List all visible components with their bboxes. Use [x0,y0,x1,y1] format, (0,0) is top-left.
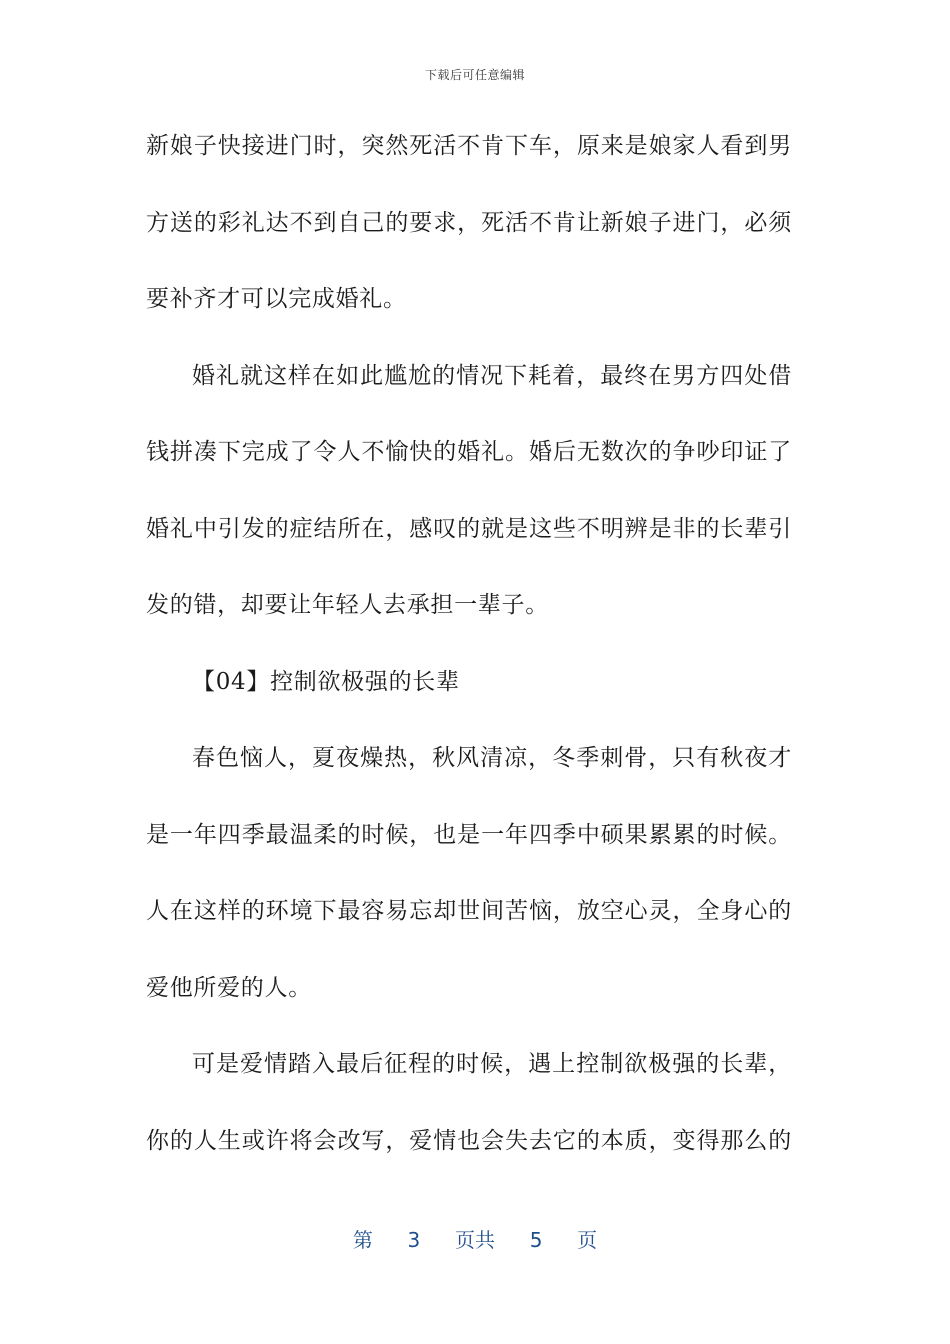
page-header: 下载后可任意编辑 [424,68,525,82]
page-footer [0,1224,950,1253]
page-label-suffix: 页 [577,1228,598,1252]
text-line: 新娘子快接进门时，突然死活不肯下车，原来是娘家人看到男 [146,133,792,159]
text-line: 是一年四季最温柔的时候，也是一年四季中硕果累累的时候。 [146,821,792,848]
page-label-mid: 页共 [455,1228,495,1252]
text-line: 你的人生或许将会改写，爱情也会失去它的本质，变得那么的 [146,1127,792,1154]
text-line: 爱他所爱的人。 [146,974,312,1001]
text-line: 钱拼凑下完成了令人不愉快的婚礼。婚后无数次的争吵印证了 [146,439,792,465]
text-line: 人在这样的环境下最容易忘却世间苦恼，放空心灵，全身心的 [146,898,792,924]
text-line: 要补齐才可以完成婚礼。 [146,286,407,312]
text-line: 春色恼人，夏夜燥热，秋风清凉，冬季刺骨，只有秋夜才 [192,745,792,771]
page-label-prefix: 第 [352,1228,373,1252]
current-page-number: 3 [407,1228,421,1252]
text-line: 发的错，却要让年轻人去承担一辈子。 [146,592,549,618]
text-line: 方送的彩礼达不到自己的要求，死活不肯让新娘子进门，必须 [146,209,792,236]
text-line: 婚礼中引发的症结所在，感叹的就是这些不明辨是非的长辈引 [146,515,792,542]
document-body [146,124,792,1195]
total-pages-number: 5 [529,1228,543,1252]
text-line: 可是爱情踏入最后征程的时候，遇上控制欲极强的长辈， [192,1051,792,1077]
text-line: 婚礼就这样在如此尴尬的情况下耗着，最终在男方四处借 [192,362,792,389]
section-heading: 【04】控制欲极强的长辈 [192,668,460,695]
